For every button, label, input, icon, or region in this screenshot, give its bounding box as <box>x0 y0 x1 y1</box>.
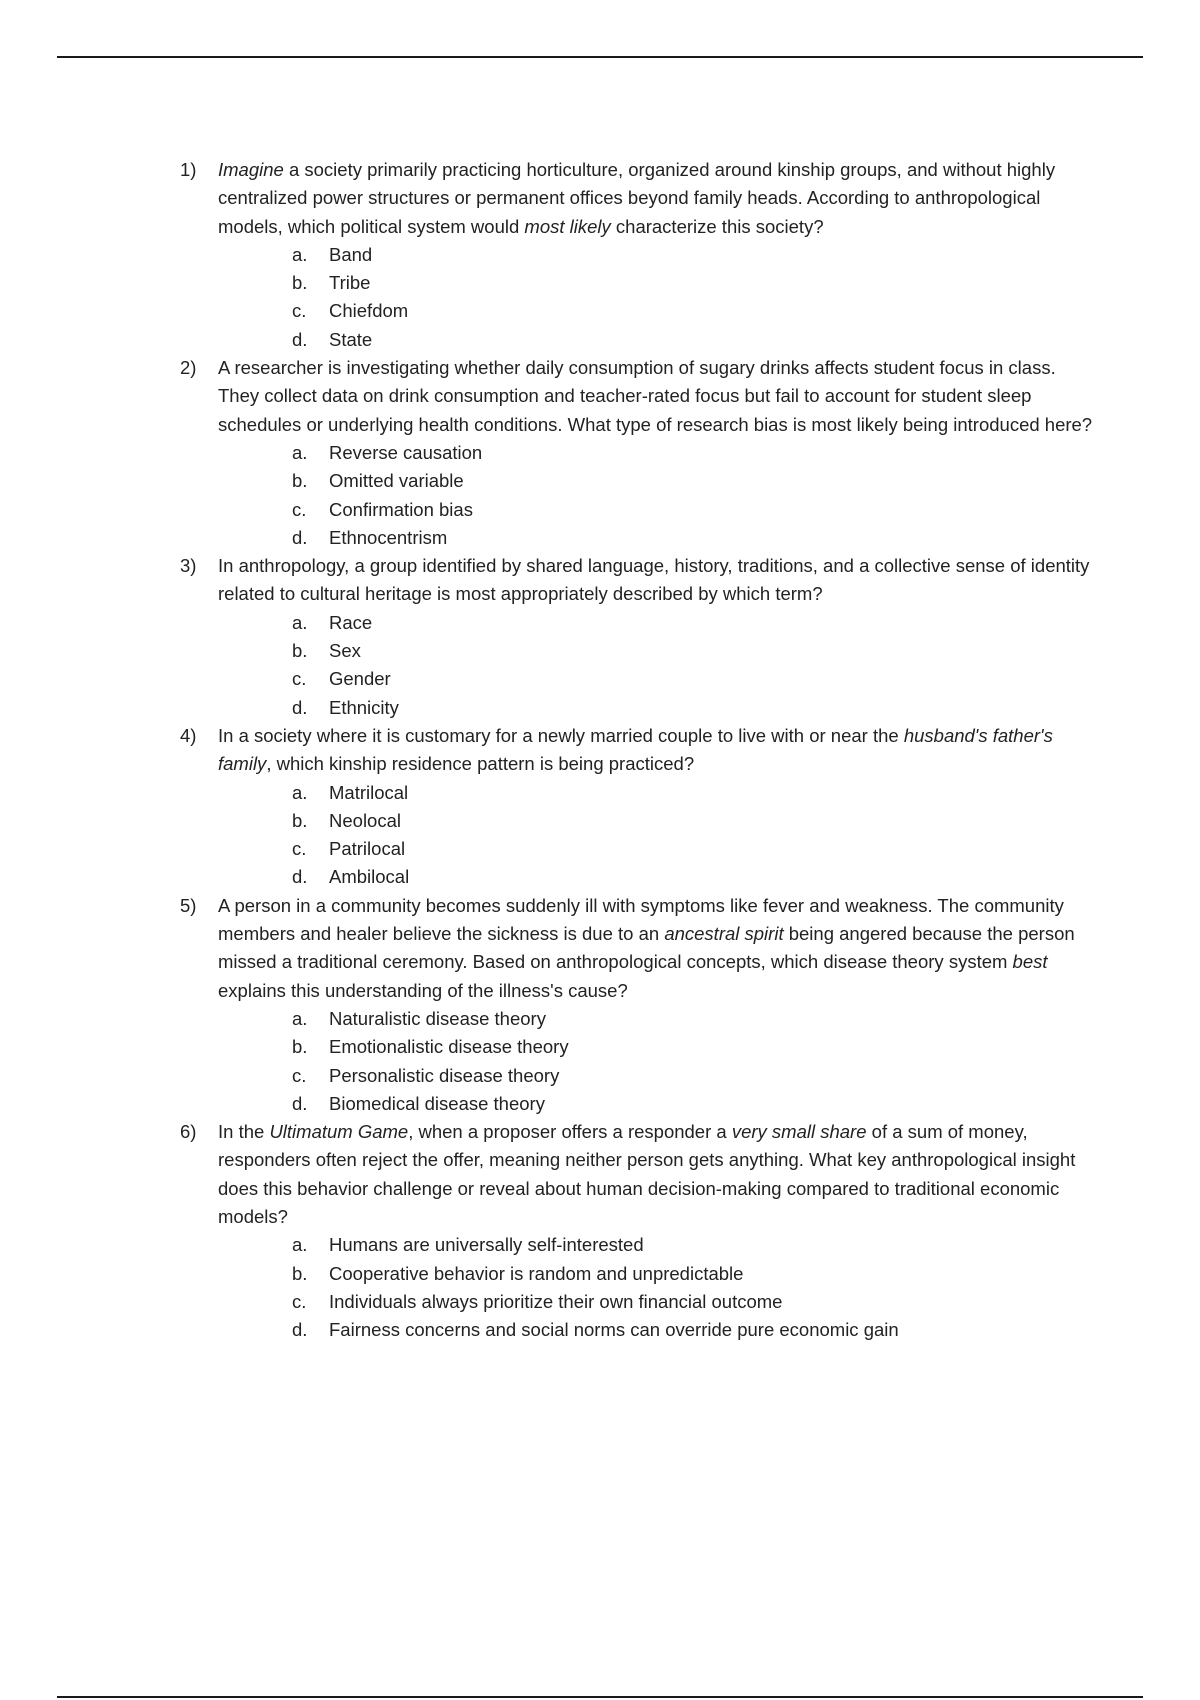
answer-option <box>292 1062 1100 1090</box>
option-text: Sex <box>329 640 361 662</box>
option-text: Fairness concerns and social norms can override pure economic gain <box>329 1319 899 1341</box>
option-text: Patrilocal <box>329 838 406 860</box>
option-letter: b. <box>292 1262 308 1284</box>
question-text-emphasis: husband's father's family <box>218 724 1053 775</box>
answer-option <box>292 835 1100 863</box>
option-letter: c. <box>292 498 307 520</box>
option-text: Individuals always prioritize their own financial outcome <box>329 1290 783 1312</box>
bottom-rule <box>57 1696 1143 1698</box>
answer-option <box>292 1260 1100 1288</box>
option-text: State <box>329 328 373 350</box>
option-letter: a. <box>292 781 308 803</box>
option-letter: b. <box>292 640 308 662</box>
option-text: Personalistic disease theory <box>329 1064 560 1086</box>
answer-options <box>218 609 1100 722</box>
option-letter: a. <box>292 1007 308 1029</box>
option-letter: c. <box>292 838 307 860</box>
question-number: 1) <box>180 159 197 180</box>
option-text: Band <box>329 243 373 265</box>
answer-option <box>292 1005 1100 1033</box>
option-letter: b. <box>292 272 308 294</box>
answer-option <box>292 665 1100 693</box>
question-text-emphasis: Ultimatum Game <box>269 1121 409 1143</box>
option-text: Confirmation bias <box>329 498 473 520</box>
option-letter: c. <box>292 668 307 690</box>
question-text-segment: In a society where it is customary for a newly married couple to live with or near the <box>218 724 904 746</box>
answer-option <box>292 1090 1100 1118</box>
question-text-segment: characterize this society? <box>610 215 824 237</box>
question-text <box>218 354 1100 439</box>
answer-option <box>292 241 1100 269</box>
question-text-segment: , which kinship residence pattern is being practiced? <box>266 753 695 775</box>
option-text: Ethnocentrism <box>329 526 448 548</box>
answer-option <box>292 637 1100 665</box>
option-text: Neolocal <box>329 809 401 831</box>
answer-option <box>292 807 1100 835</box>
option-letter: d. <box>292 866 308 888</box>
answer-option <box>292 326 1100 354</box>
option-letter: d. <box>292 1092 308 1114</box>
answer-options <box>218 439 1100 552</box>
option-letter: d. <box>292 526 308 548</box>
answer-option <box>292 1316 1100 1344</box>
top-rule <box>57 56 1143 58</box>
question-text-emphasis: most likely <box>524 215 611 237</box>
question-text-segment: A researcher is investigating whether daily consumption of sugary drinks affects student focus in class. They collect data on drink consumption and teacher-rated focus but fail to account for student sleep schedules or underlying health conditions. What type of research bias is most likely being introduced here? <box>218 357 1093 435</box>
answer-options <box>218 779 1100 892</box>
option-letter: b. <box>292 1036 308 1058</box>
option-letter: c. <box>292 300 307 322</box>
question-number: 6) <box>180 1121 197 1143</box>
option-letter: c. <box>292 1290 307 1312</box>
option-letter: b. <box>292 470 308 492</box>
option-text: Cooperative behavior is random and unpredictable <box>329 1262 744 1284</box>
question-text <box>218 722 1100 779</box>
question-text-segment: explains this understanding of the illness's cause? <box>218 979 628 1001</box>
option-text: Gender <box>329 668 391 690</box>
answer-option <box>292 297 1100 325</box>
answer-options <box>218 1231 1100 1344</box>
option-letter: c. <box>292 1064 307 1086</box>
question-number: 5) <box>180 894 197 916</box>
option-text: Race <box>329 611 373 633</box>
question-number: 3) <box>180 555 197 577</box>
option-text: Humans are universally self-interested <box>329 1234 644 1256</box>
answer-option <box>292 439 1100 467</box>
option-text: Matrilocal <box>329 781 409 803</box>
answer-options <box>218 241 1100 354</box>
question-text-segment: of a sum of money, responders often reject the offer, meaning neither person gets anything. What key anthropological insight does this behavior challenge or reveal about human decision-making compared to traditional economic models? <box>218 1121 1076 1227</box>
option-letter: d. <box>292 328 308 350</box>
option-text: Ambilocal <box>329 866 410 888</box>
question-item <box>180 354 1100 552</box>
question-item <box>180 722 1100 892</box>
answer-option <box>292 779 1100 807</box>
option-text: Omitted variable <box>329 470 464 492</box>
option-text: Ethnicity <box>329 696 399 718</box>
question-text-emphasis: Imagine <box>218 159 284 180</box>
option-letter: b. <box>292 809 308 831</box>
option-text: Tribe <box>329 272 371 294</box>
question-list <box>180 156 1100 1344</box>
option-letter: a. <box>292 611 308 633</box>
option-text: Reverse causation <box>329 441 483 463</box>
answer-option <box>292 496 1100 524</box>
answer-option <box>292 863 1100 891</box>
question-text-emphasis: best <box>1012 951 1048 973</box>
question-item <box>180 552 1100 722</box>
answer-option <box>292 524 1100 552</box>
question-item <box>180 892 1100 1118</box>
question-text-segment: A person in a community becomes suddenly ill with symptoms like fever and weakness. The community members and healer believe the sickness is due to an <box>218 894 1064 945</box>
question-text <box>218 892 1100 1005</box>
question-text-segment: a society primarily practicing horticulture, organized around kinship groups, and without highly centralized power structures or permanent offices beyond family heads. According to anthropological models, which political system would <box>218 159 1056 237</box>
question-text <box>218 156 1100 241</box>
question-text-segment: In anthropology, a group identified by shared language, history, traditions, and a collective sense of identity related to cultural heritage is most appropriately described by which term? <box>218 555 1090 605</box>
option-letter: a. <box>292 1234 308 1256</box>
answer-option <box>292 467 1100 495</box>
option-text: Biomedical disease theory <box>329 1092 545 1114</box>
answer-options <box>218 1005 1100 1118</box>
answer-option <box>292 1288 1100 1316</box>
answer-option <box>292 1033 1100 1061</box>
option-letter: a. <box>292 243 308 265</box>
question-number: 4) <box>180 724 197 746</box>
answer-option <box>292 609 1100 637</box>
option-text: Naturalistic disease theory <box>329 1007 546 1029</box>
question-text-segment: In the <box>218 1121 270 1143</box>
option-letter: d. <box>292 1319 308 1341</box>
question-text-emphasis: ancestral spirit <box>664 923 784 945</box>
question-item <box>180 1118 1100 1344</box>
option-text: Emotionalistic disease theory <box>329 1036 569 1058</box>
question-text-emphasis: very small share <box>731 1121 867 1143</box>
answer-option <box>292 694 1100 722</box>
question-text <box>218 552 1100 609</box>
answer-option <box>292 1231 1100 1259</box>
question-text-segment: , when a proposer offers a responder a <box>408 1121 732 1143</box>
question-item <box>180 156 1100 354</box>
option-letter: d. <box>292 696 308 718</box>
option-letter: a. <box>292 441 308 463</box>
question-number: 2) <box>180 357 197 379</box>
question-text <box>218 1118 1100 1231</box>
answer-option <box>292 269 1100 297</box>
option-text: Chiefdom <box>329 300 409 322</box>
question-text-segment: being angered because the person missed a traditional ceremony. Based on anthropological concepts, which disease theory system <box>218 923 1075 973</box>
